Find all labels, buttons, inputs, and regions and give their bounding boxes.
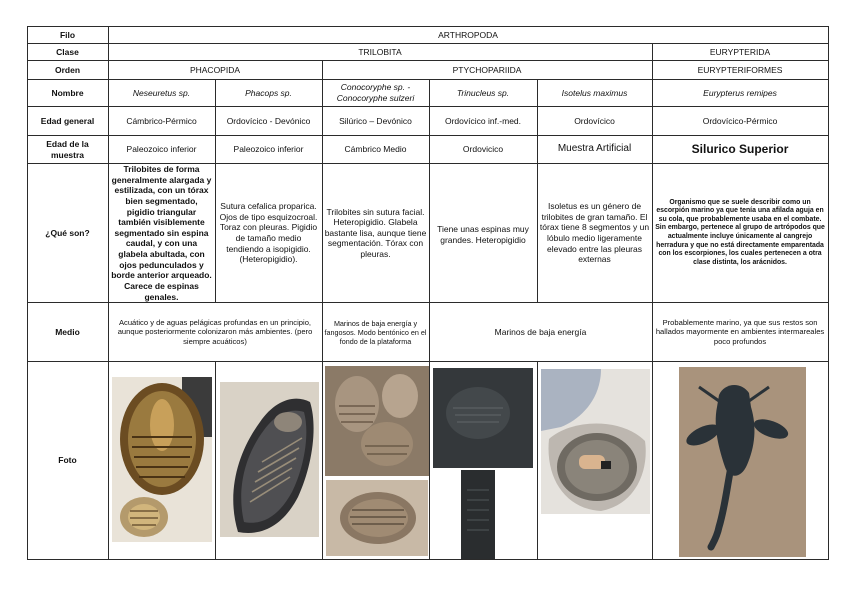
row-orden <box>27 61 828 80</box>
nombre-isotelus: Isotelus maximus <box>537 80 652 107</box>
neseuretus-photo <box>112 377 212 542</box>
arthropoda-table <box>27 26 829 560</box>
nombre-neseuretus: Neseuretus sp. <box>108 80 215 107</box>
edad-muestra-eurypterus: Silurico Superior <box>652 136 828 164</box>
que-son-eurypterus: Organismo que se suele describir como un escorpión marino ya que tenía una afilada aguja en su cola, que probablemente usaba en el combate. Sin embargo, pertenece al grupo de artrópodos que actualmente incluye únicamente al cangrejo herradura y que no está directamente emparentada con los escorpiones, los cuales pertenecen a otra clase distinta, los arácnidos. <box>652 164 828 303</box>
label-que-son: ¿Qué son? <box>27 164 108 303</box>
row-medio <box>27 303 828 362</box>
medio-conocoryphe: Marinos de baja energía y fangosos. Modo bentónico en el fondo de la plataforma <box>322 303 429 362</box>
foto-conocoryphe-cell <box>322 362 429 560</box>
row-que-son <box>27 164 828 303</box>
que-son-trinucleus: Tiene unas espinas muy grandes. Heteropigidio <box>429 164 537 303</box>
que-son-phacops: Sutura cefalica proparica. Ojos de tipo esquizocroal. Toraz con pleuras. Pigidio de tamaño medio tendiendo a isopigidio. (Heteropigidio). <box>215 164 322 303</box>
edad-general-isotelus: Ordovícico <box>537 107 652 136</box>
label-filo: Filo <box>27 27 108 44</box>
edad-muestra-conocoryphe: Cámbrico Medio <box>322 136 429 164</box>
conocoryphe-photo <box>325 366 429 476</box>
label-orden: Orden <box>27 61 108 80</box>
orden-ptychopariida: PTYCHOPARIIDA <box>322 61 652 80</box>
row-foto <box>27 362 828 560</box>
foto-eurypterus-cell <box>652 362 828 560</box>
que-son-conocoryphe: Trilobites sin sutura facial. Heteropigidio. Glabela bastante lisa, aunque tiene segmentación. Tórax con pleuras. <box>322 164 429 303</box>
orden-eurypteriformes: EURYPTERIFORMES <box>652 61 828 80</box>
medio-phacopida: Acuático y de aguas pelágicas profundas en un principio, aunque posteriormente colonizaron más ambientes. (pero siempre acuáticos) <box>108 303 322 362</box>
nombre-trinucleus: Trinucleus sp. <box>429 80 537 107</box>
label-nombre: Nombre <box>27 80 108 107</box>
filo-value: ARTHROPODA <box>108 27 828 44</box>
row-nombre <box>27 80 828 107</box>
edad-general-phacops: Ordovícico - Devónico <box>215 107 322 136</box>
clase-trilobita: TRILOBITA <box>108 44 652 61</box>
edad-general-conocoryphe: Silúrico – Devónico <box>322 107 429 136</box>
label-medio: Medio <box>27 303 108 362</box>
phacops-photo <box>220 382 319 537</box>
trinucleus-photo <box>433 368 533 468</box>
edad-muestra-phacops: Paleozoico inferior <box>215 136 322 164</box>
row-edad-general <box>27 107 828 136</box>
medio-eurypterus: Probablemente marino, ya que sus restos son hallados mayormente en ambientes intermareales poco profundos <box>652 303 828 362</box>
conocoryphe-photo-2 <box>326 480 428 556</box>
edad-general-trinucleus: Ordovícico inf.-med. <box>429 107 537 136</box>
isotelus-photo <box>541 369 650 514</box>
row-clase <box>27 44 828 61</box>
foto-neseuretus-cell <box>108 362 215 560</box>
que-son-neseuretus: Trilobites de forma generalmente alargada y estilizada, con un tórax bien segmentado, pigidio triangular también visiblemente segmentado sin espina caudal, y con una glabela abultada, con ojos pedunculados y borde anterior arqueado. Carece de espinas genales. <box>108 164 215 303</box>
nombre-conocoryphe: Conocoryphe sp. - Conocoryphe sulzeri <box>322 80 429 107</box>
edad-muestra-trinucleus: Ordovicico <box>429 136 537 164</box>
orden-phacopida: PHACOPIDA <box>108 61 322 80</box>
label-edad-general: Edad general <box>27 107 108 136</box>
eurypterus-photo <box>679 367 806 557</box>
edad-general-neseuretus: Cámbrico-Pérmico <box>108 107 215 136</box>
edad-muestra-neseuretus: Paleozoico inferior <box>108 136 215 164</box>
foto-phacops-cell <box>215 362 322 560</box>
label-clase: Clase <box>27 44 108 61</box>
clase-eurypterida: EURYPTERIDA <box>652 44 828 61</box>
edad-muestra-isotelus: Muestra Artificial <box>537 136 652 164</box>
label-edad-muestra: Edad de la muestra <box>27 136 108 164</box>
nombre-phacops: Phacops sp. <box>215 80 322 107</box>
label-foto: Foto <box>27 362 108 560</box>
nombre-eurypterus: Eurypterus remipes <box>652 80 828 107</box>
edad-general-eurypterus: Ordovícico-Pérmico <box>652 107 828 136</box>
row-edad-muestra <box>27 136 828 164</box>
que-son-isotelus: Isoletus es un género de trilobites de gran tamaño. El tórax tiene 8 segmentos y un lóbulo medio ligeramente elevado entre las pleuras externas <box>537 164 652 303</box>
trinucleus-photo-2 <box>461 470 495 560</box>
medio-trinucleus-isotelus: Marinos de baja energía <box>429 303 652 362</box>
foto-trinucleus-cell <box>429 362 537 560</box>
foto-isotelus-cell <box>537 362 652 560</box>
row-filo <box>27 27 828 44</box>
